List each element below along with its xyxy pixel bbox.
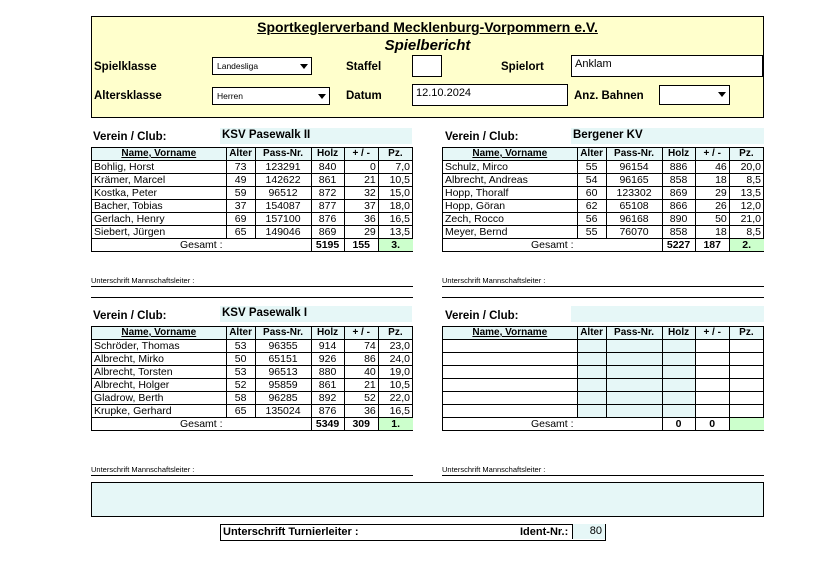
chevron-down-icon [718, 92, 726, 97]
player-pz: 24,0 [378, 353, 412, 366]
player-alter[interactable]: 52 [226, 379, 255, 392]
player-pass[interactable] [606, 340, 662, 353]
footer-bar [220, 524, 606, 541]
remarks-box[interactable] [91, 482, 764, 517]
col-pm: + / - [344, 148, 378, 161]
player-name[interactable]: Siebert, Jürgen [92, 226, 227, 239]
player-pz: 13,5 [729, 187, 763, 200]
player-pm: 29 [695, 187, 729, 200]
player-pz: 8,5 [729, 174, 763, 187]
table-row [443, 213, 764, 226]
ident-value[interactable]: 80 [572, 524, 605, 539]
player-pass[interactable]: 96168 [606, 213, 662, 226]
player-pass[interactable]: 96513 [255, 366, 311, 379]
divider [91, 297, 413, 298]
gesamt-label: Gesamt : [92, 418, 312, 431]
signature-line[interactable] [442, 465, 764, 477]
player-alter[interactable]: 50 [226, 353, 255, 366]
turnierleiter-label: Unterschrift Turnierleiter : [223, 526, 359, 538]
total-row [92, 418, 413, 431]
player-holz[interactable]: 876 [311, 405, 344, 418]
player-name[interactable]: Kostka, Peter [92, 187, 227, 200]
total-row [443, 239, 764, 252]
player-alter[interactable] [577, 379, 606, 392]
player-alter[interactable]: 73 [226, 161, 255, 174]
col-alter: Alter [226, 148, 255, 161]
player-pass[interactable] [606, 353, 662, 366]
col-pass: Pass-Nr. [606, 327, 662, 340]
table-row [92, 392, 413, 405]
player-holz[interactable]: 926 [311, 353, 344, 366]
col-pz: Pz. [378, 327, 412, 340]
signature-label: Unterschrift Mannschaftsleiter : [91, 276, 195, 285]
player-pz [729, 340, 763, 353]
player-pass[interactable]: 76070 [606, 226, 662, 239]
header-box [91, 16, 764, 118]
player-pm: 37 [344, 200, 378, 213]
col-pm: + / - [344, 327, 378, 340]
player-pass[interactable]: 96165 [606, 174, 662, 187]
club-name: Bergener KV [571, 128, 764, 144]
col-holz: Holz [311, 327, 344, 340]
player-pm: 21 [344, 379, 378, 392]
total-pm: 309 [344, 418, 378, 431]
player-pz [729, 379, 763, 392]
col-pass: Pass-Nr. [255, 327, 311, 340]
player-pass[interactable] [606, 379, 662, 392]
bahnen-select[interactable] [659, 85, 730, 105]
player-pass[interactable] [606, 366, 662, 379]
player-holz[interactable] [662, 340, 695, 353]
col-pz: Pz. [729, 327, 763, 340]
player-holz[interactable]: 858 [662, 226, 695, 239]
player-pm [695, 392, 729, 405]
table-row [443, 379, 764, 392]
player-pass[interactable]: 149046 [255, 226, 311, 239]
staffel-field[interactable] [412, 55, 442, 77]
player-name[interactable] [443, 405, 578, 418]
player-holz[interactable] [662, 353, 695, 366]
player-pass[interactable] [606, 405, 662, 418]
player-holz[interactable]: 877 [311, 200, 344, 213]
verein-label: Verein / Club: [445, 310, 519, 322]
table-row [92, 379, 413, 392]
player-pm: 36 [344, 213, 378, 226]
rank: 1. [378, 418, 412, 431]
player-pass[interactable]: 96154 [606, 161, 662, 174]
player-holz[interactable]: 880 [311, 366, 344, 379]
spielklasse-label: Spielklasse [94, 61, 157, 73]
table-row [92, 213, 413, 226]
player-name[interactable] [443, 340, 578, 353]
player-pm: 32 [344, 187, 378, 200]
player-pz [729, 366, 763, 379]
club-name: KSV Pasewalk II [220, 128, 412, 144]
player-holz[interactable]: 914 [311, 340, 344, 353]
player-holz[interactable] [662, 405, 695, 418]
col-holz: Holz [311, 148, 344, 161]
player-name[interactable]: Krupke, Gerhard [92, 405, 227, 418]
signature-label: Unterschrift Mannschaftsleiter : [442, 276, 546, 285]
player-alter[interactable] [577, 366, 606, 379]
player-pass[interactable]: 65108 [606, 200, 662, 213]
staffel-label: Staffel [346, 61, 382, 73]
player-pass[interactable]: 142622 [255, 174, 311, 187]
chevron-down-icon [300, 64, 308, 69]
col-pm: + / - [695, 148, 729, 161]
player-alter[interactable]: 58 [226, 392, 255, 405]
player-pass[interactable]: 96512 [255, 187, 311, 200]
col-pz: Pz. [729, 148, 763, 161]
table-row [443, 226, 764, 239]
table-row [92, 366, 413, 379]
player-name[interactable]: Bacher, Tobias [92, 200, 227, 213]
player-alter[interactable]: 69 [226, 213, 255, 226]
player-pm: 74 [344, 340, 378, 353]
col-pz: Pz. [378, 148, 412, 161]
player-alter[interactable] [577, 340, 606, 353]
player-holz[interactable]: 872 [311, 187, 344, 200]
player-pm: 18 [695, 174, 729, 187]
player-name[interactable]: Bohlig, Horst [92, 161, 227, 174]
col-holz: Holz [662, 148, 695, 161]
datum-value: 12.10.2024 [416, 87, 472, 99]
spielklasse-value: Landesliga [217, 61, 259, 71]
ident-label: Ident-Nr.: [520, 526, 569, 538]
rank [729, 418, 763, 431]
col-alter: Alter [577, 148, 606, 161]
total-pm: 0 [695, 418, 729, 431]
club-name: KSV Pasewalk I [220, 306, 412, 322]
table-row [443, 405, 764, 418]
player-pm: 29 [344, 226, 378, 239]
table-row [443, 353, 764, 366]
chevron-down-icon [318, 94, 326, 99]
player-alter[interactable]: 65 [226, 405, 255, 418]
player-pz: 7,0 [378, 161, 412, 174]
player-pz: 22,0 [378, 392, 412, 405]
gesamt-label: Gesamt : [443, 418, 663, 431]
player-name[interactable]: Gerlach, Henry [92, 213, 227, 226]
player-pm [695, 405, 729, 418]
player-pass[interactable]: 123302 [606, 187, 662, 200]
table-row [92, 405, 413, 418]
player-name[interactable] [443, 353, 578, 366]
player-holz[interactable]: 876 [311, 213, 344, 226]
total-holz: 5349 [311, 418, 344, 431]
player-name[interactable]: Zech, Rocco [443, 213, 578, 226]
altersklasse-label: Altersklasse [94, 90, 162, 102]
total-pm: 155 [344, 239, 378, 252]
player-pm: 0 [344, 161, 378, 174]
player-name[interactable] [443, 366, 578, 379]
altersklasse-value: Herren [217, 91, 243, 101]
altersklasse-select[interactable] [212, 87, 330, 105]
verein-label: Verein / Club: [445, 131, 519, 143]
table-row [92, 340, 413, 353]
player-alter[interactable]: 55 [577, 161, 606, 174]
player-name[interactable]: Hopp, Göran [443, 200, 578, 213]
table-row [92, 200, 413, 213]
player-holz[interactable]: 866 [662, 200, 695, 213]
col-name: Name, Vorname [92, 148, 227, 161]
col-pass: Pass-Nr. [606, 148, 662, 161]
player-name[interactable]: Albrecht, Andreas [443, 174, 578, 187]
player-holz[interactable]: 858 [662, 174, 695, 187]
player-alter[interactable]: 53 [226, 340, 255, 353]
table-row [443, 200, 764, 213]
player-alter[interactable]: 56 [577, 213, 606, 226]
player-pass[interactable]: 123291 [255, 161, 311, 174]
player-pm: 40 [344, 366, 378, 379]
total-row [443, 418, 764, 431]
signature-line[interactable] [91, 276, 413, 288]
player-pm [695, 379, 729, 392]
player-alter[interactable]: 59 [226, 187, 255, 200]
player-name[interactable]: Hopp, Thoralf [443, 187, 578, 200]
player-alter[interactable]: 49 [226, 174, 255, 187]
total-pm: 187 [695, 239, 729, 252]
col-pm: + / - [695, 327, 729, 340]
total-holz: 5227 [662, 239, 695, 252]
team-table [91, 326, 413, 431]
table-row [92, 161, 413, 174]
player-pass[interactable]: 65151 [255, 353, 311, 366]
player-name[interactable] [443, 392, 578, 405]
table-row [443, 340, 764, 353]
player-alter[interactable]: 60 [577, 187, 606, 200]
player-alter[interactable] [577, 405, 606, 418]
col-name: Name, Vorname [92, 327, 227, 340]
player-alter[interactable]: 54 [577, 174, 606, 187]
player-holz[interactable]: 892 [311, 392, 344, 405]
player-pass[interactable]: 157100 [255, 213, 311, 226]
verein-label: Verein / Club: [93, 131, 167, 143]
player-holz[interactable]: 890 [662, 213, 695, 226]
player-pz [729, 405, 763, 418]
signature-line[interactable] [442, 276, 764, 288]
player-pm: 21 [344, 174, 378, 187]
player-holz[interactable] [662, 379, 695, 392]
player-name[interactable]: Albrecht, Torsten [92, 366, 227, 379]
team-table [442, 326, 764, 431]
player-pz [729, 353, 763, 366]
player-pz: 19,0 [378, 366, 412, 379]
player-pm: 52 [344, 392, 378, 405]
report-title: Spielbericht [384, 37, 471, 54]
team-table [442, 147, 764, 252]
col-name: Name, Vorname [443, 148, 578, 161]
player-pm [695, 353, 729, 366]
datum-field[interactable] [412, 84, 568, 106]
player-pz: 10,5 [378, 379, 412, 392]
player-pm: 26 [695, 200, 729, 213]
player-pass[interactable]: 96285 [255, 392, 311, 405]
player-pz: 13,5 [378, 226, 412, 239]
player-pass[interactable]: 95859 [255, 379, 311, 392]
club-name[interactable] [571, 306, 764, 322]
player-pass[interactable]: 154087 [255, 200, 311, 213]
table-row [443, 161, 764, 174]
player-pass[interactable]: 135024 [255, 405, 311, 418]
player-pz: 16,5 [378, 405, 412, 418]
col-alter: Alter [226, 327, 255, 340]
total-holz: 0 [662, 418, 695, 431]
rank: 3. [378, 239, 412, 252]
spielort-label: Spielort [501, 61, 544, 73]
player-pm: 86 [344, 353, 378, 366]
player-holz[interactable]: 861 [311, 379, 344, 392]
player-holz[interactable] [662, 366, 695, 379]
player-pm: 36 [344, 405, 378, 418]
col-alter: Alter [577, 327, 606, 340]
team-table [91, 147, 413, 252]
table-row [92, 226, 413, 239]
rank: 2. [729, 239, 763, 252]
player-alter[interactable]: 62 [577, 200, 606, 213]
player-holz[interactable]: 886 [662, 161, 695, 174]
player-name[interactable]: Albrecht, Mirko [92, 353, 227, 366]
col-holz: Holz [662, 327, 695, 340]
player-pass[interactable]: 96355 [255, 340, 311, 353]
verein-label: Verein / Club: [93, 310, 167, 322]
col-name: Name, Vorname [443, 327, 578, 340]
player-alter[interactable] [577, 392, 606, 405]
player-name[interactable]: Gladrow, Berth [92, 392, 227, 405]
player-pz: 16,5 [378, 213, 412, 226]
total-row [92, 239, 413, 252]
player-holz[interactable]: 840 [311, 161, 344, 174]
player-alter[interactable]: 55 [577, 226, 606, 239]
total-holz: 5195 [311, 239, 344, 252]
player-pm [695, 340, 729, 353]
player-holz[interactable]: 861 [311, 174, 344, 187]
table-row [443, 392, 764, 405]
spielort-value: Anklam [575, 58, 612, 70]
player-pm: 18 [695, 226, 729, 239]
signature-label: Unterschrift Mannschaftsleiter : [91, 465, 195, 474]
player-pz: 23,0 [378, 340, 412, 353]
player-pm: 46 [695, 161, 729, 174]
player-pass[interactable] [606, 392, 662, 405]
table-row [443, 187, 764, 200]
player-holz[interactable]: 869 [311, 226, 344, 239]
player-name[interactable]: Krämer, Marcel [92, 174, 227, 187]
spielklasse-select[interactable] [212, 57, 312, 75]
spielort-field[interactable] [571, 55, 763, 77]
table-row [443, 174, 764, 187]
player-pz: 8,5 [729, 226, 763, 239]
org-title: Sportkeglerverband Mecklenburg-Vorpommern e.V. [257, 19, 598, 35]
player-pz: 20,0 [729, 161, 763, 174]
player-alter[interactable]: 37 [226, 200, 255, 213]
gesamt-label: Gesamt : [443, 239, 663, 252]
player-alter[interactable]: 53 [226, 366, 255, 379]
player-pm [695, 366, 729, 379]
player-pz: 10,5 [378, 174, 412, 187]
table-row [443, 366, 764, 379]
player-pz [729, 392, 763, 405]
col-pass: Pass-Nr. [255, 148, 311, 161]
player-pm: 50 [695, 213, 729, 226]
player-holz[interactable]: 869 [662, 187, 695, 200]
player-holz[interactable] [662, 392, 695, 405]
table-row [92, 187, 413, 200]
bahnen-label: Anz. Bahnen [574, 90, 644, 102]
player-name[interactable]: Schulz, Mirco [443, 161, 578, 174]
player-name[interactable]: Albrecht, Holger [92, 379, 227, 392]
player-name[interactable]: Schröder, Thomas [92, 340, 227, 353]
gesamt-label: Gesamt : [92, 239, 312, 252]
player-name[interactable]: Meyer, Bernd [443, 226, 578, 239]
player-pz: 18,0 [378, 200, 412, 213]
player-alter[interactable]: 65 [226, 226, 255, 239]
player-pz: 15,0 [378, 187, 412, 200]
player-pz: 21,0 [729, 213, 763, 226]
signature-label: Unterschrift Mannschaftsleiter : [442, 465, 546, 474]
datum-label: Datum [346, 90, 382, 102]
signature-line[interactable] [91, 465, 413, 477]
table-row [92, 353, 413, 366]
player-pz: 12,0 [729, 200, 763, 213]
player-name[interactable] [443, 379, 578, 392]
table-row [92, 174, 413, 187]
player-alter[interactable] [577, 353, 606, 366]
divider [442, 297, 764, 298]
